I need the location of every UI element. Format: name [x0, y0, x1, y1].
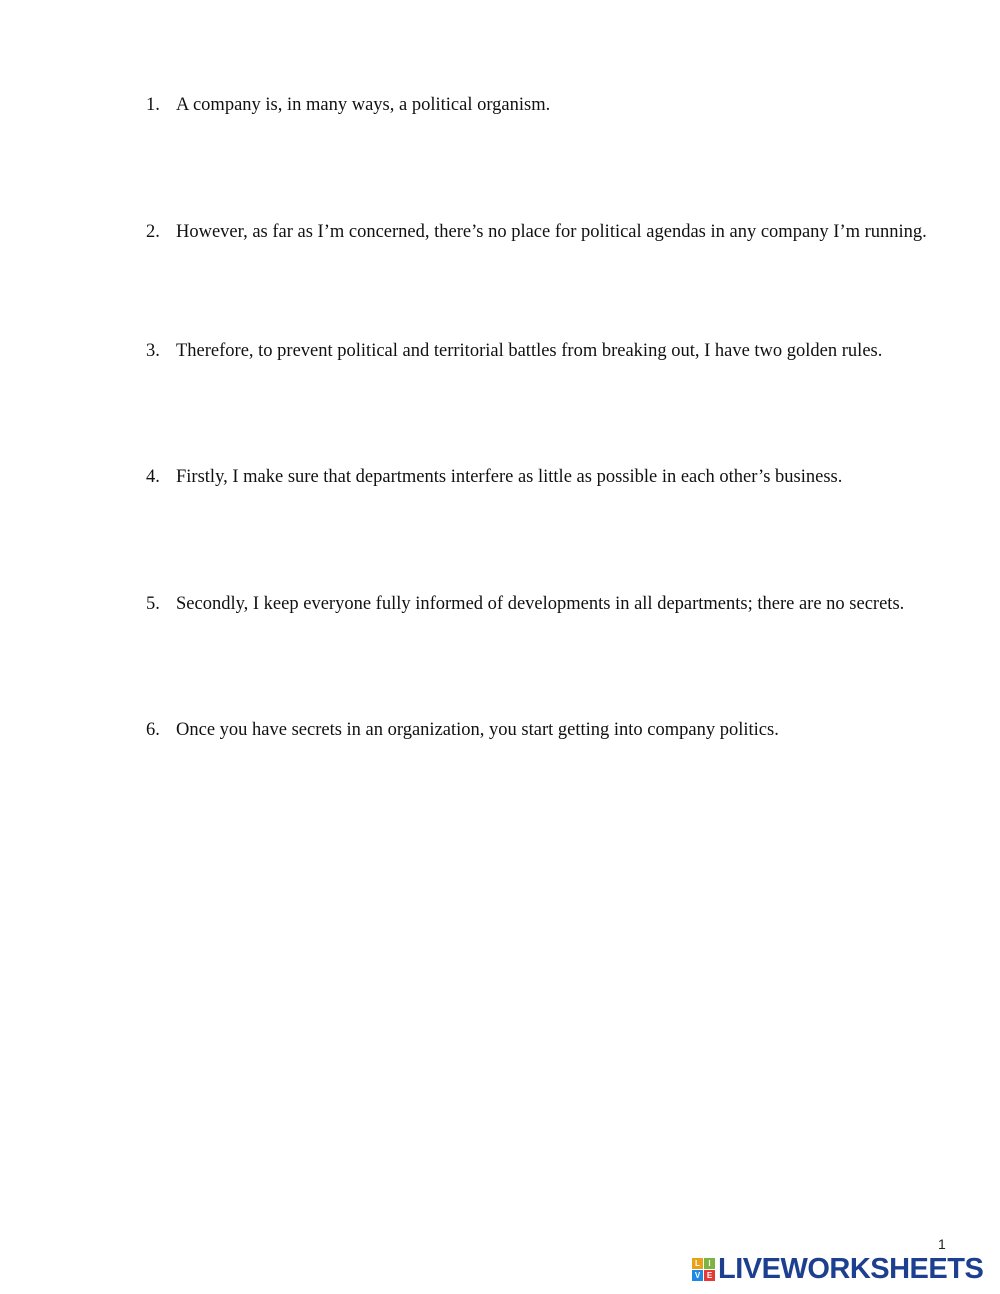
item-text: However, as far as I’m concerned, there’s no place for political agendas in any company I’m running.	[176, 222, 927, 242]
item-number: 4.	[146, 467, 160, 487]
item-text: A company is, in many ways, a political organism.	[176, 95, 551, 115]
item-number: 6.	[146, 720, 160, 740]
logo-block: I	[704, 1258, 715, 1269]
list-item	[146, 466, 948, 489]
item-number: 2.	[146, 222, 160, 242]
logo-block: L	[692, 1258, 703, 1269]
item-number: 1.	[146, 95, 160, 115]
item-number: 5.	[146, 594, 160, 614]
list-item	[146, 340, 948, 363]
list-item	[146, 593, 948, 616]
list-item	[146, 221, 948, 244]
item-text: Secondly, I keep everyone fully informed of developments in all departments; there are no secrets.	[176, 594, 905, 614]
item-text: Therefore, to prevent political and territorial battles from breaking out, I have two golden rules.	[176, 341, 883, 361]
list-item	[146, 719, 948, 742]
item-text: Firstly, I make sure that departments interfere as little as possible in each other’s business.	[176, 467, 843, 487]
logo-blocks-icon	[692, 1258, 715, 1281]
liveworksheets-logo	[692, 1252, 983, 1286]
logo-block: V	[692, 1270, 703, 1281]
item-text: Once you have secrets in an organization, you start getting into company politics.	[176, 720, 779, 740]
logo-block: E	[704, 1270, 715, 1281]
list-item	[146, 94, 948, 117]
page-number: 1	[938, 1236, 946, 1252]
item-number: 3.	[146, 341, 160, 361]
logo-text: LIVEWORKSHEETS	[718, 1253, 984, 1285]
